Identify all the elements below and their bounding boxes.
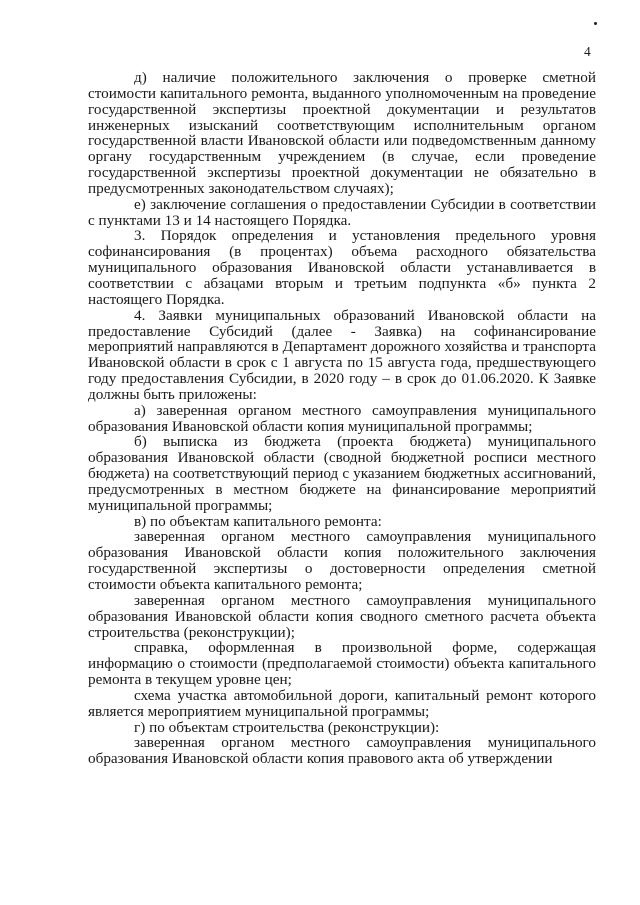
paragraph-a-municipal-program-copy: а) заверенная органом местного самоуправления муниципального образования Ивановской области копия муниципальной программы; [88, 401, 596, 435]
page-number: 4 [584, 44, 591, 59]
paragraph-estimate-calculation-copy: заверенная органом местного самоуправления муниципального образования Ивановской области копия сводного сметного расчета объекта строительства (реконструкции); [88, 591, 596, 641]
paragraph-g-construction-objects: г) по объектам строительства (реконструкции): [134, 718, 440, 736]
corner-dot-mark [594, 22, 597, 25]
paragraph-3-cofinancing-level: 3. Порядок определения и установления предельного уровня софинансирования (в процентах) объема расходного обязательства муниципального образования Ивановской области устанавливается в соответствии с абзацами вторым и третьим подпункта «б» пункта 2 настоящего Порядка. [88, 227, 596, 308]
paragraph-4-applications: 4. Заявки муниципальных образований Ивановской области на предоставление Субсидий (далее - Заявка) на софинансирование мероприятий направляются в Департамент дорожного хозяйства и транспорта Ивановской области в срок с 1 августа по 15 августа года, предшествующего году предоставления Субсидии, в 2020 году – в срок до 01.06.2020. К Заявке должны быть приложены: [88, 306, 596, 403]
paragraph-expertise-conclusion-copy: заверенная органом местного самоуправления муниципального образования Ивановской области копия положительного заключения государственной экспертизы о достоверности определения сметной стоимости объекта капитального ремонта; [88, 528, 596, 593]
document-body [88, 70, 596, 767]
paragraph-d-positive-conclusion: д) наличие положительного заключения о проверке сметной стоимости капитального ремонта, выданного уполномоченным на проведение государственной экспертизы проектной документации и результатов инженерных изысканий соответствующим исполнительным органом государственной власти Ивановской области или подведомственным данному органу государственным учреждением (в случае, если проведение государственной экспертизы проектной документации не обязательно в предусмотренных законодательством случаях); [88, 69, 596, 197]
paragraph-b-budget-extract: б) выписка из бюджета (проекта бюджета) муниципального образования Ивановской области (сводной бюджетной росписи местного бюджета) на соответствующий период с указанием бюджетных ассигнований, предусмотренных в местном бюджете на финансирование мероприятий муниципальной программы; [88, 433, 596, 514]
paragraph-v-capital-repair-objects: в) по объектам капитального ремонта: [134, 512, 382, 530]
paragraph-legal-act-copy: заверенная органом местного самоуправления муниципального образования Ивановской области копия правового акта об утверждении [88, 734, 596, 768]
paragraph-road-section-scheme: схема участка автомобильной дороги, капитальный ремонт которого является мероприятием муниципальной программы; [88, 686, 596, 720]
paragraph-e-agreement: е) заключение соглашения о предоставлении Субсидии в соответствии с пунктами 13 и 14 настоящего Порядка. [88, 195, 596, 229]
paragraph-cost-certificate: справка, оформленная в произвольной форме, содержащая информацию о стоимости (предполагаемой стоимости) объекта капитального ремонта в текущем уровне цен; [88, 639, 596, 689]
